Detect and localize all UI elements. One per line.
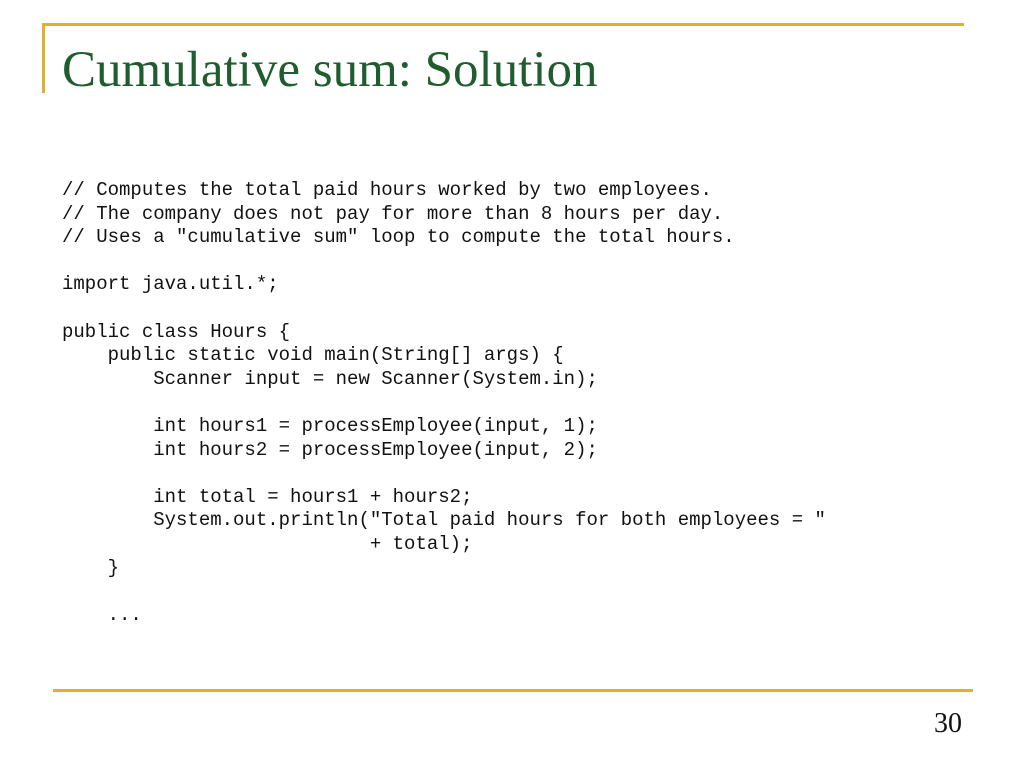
top-accent-rule <box>42 23 964 26</box>
code-line: Scanner input = new Scanner(System.in); <box>62 367 598 390</box>
code-line <box>62 391 826 415</box>
code-line: // Uses a "cumulative sum" loop to compute the total hours. <box>62 226 735 249</box>
code-line: } <box>62 556 120 579</box>
slide-title: Cumulative sum: Solution <box>62 42 598 98</box>
bottom-accent-rule <box>53 689 973 692</box>
code-block <box>62 179 826 627</box>
page-number: 30 <box>934 708 962 739</box>
code-line: int total = hours1 + hours2; <box>62 485 473 508</box>
code-line <box>62 297 826 321</box>
code-line <box>62 580 826 604</box>
left-accent-rule <box>42 23 45 93</box>
code-line: ... <box>62 603 142 626</box>
code-line: // The company does not pay for more than 8 hours per day. <box>62 202 724 225</box>
code-line: int hours1 = processEmployee(input, 1); <box>62 414 598 437</box>
code-line: public static void main(String[] args) { <box>62 344 564 367</box>
code-line: int hours2 = processEmployee(input, 2); <box>62 438 598 461</box>
code-line <box>62 250 826 274</box>
code-line: import java.util.*; <box>62 273 279 296</box>
code-line: // Computes the total paid hours worked by two employees. <box>62 179 712 201</box>
code-line <box>62 462 826 486</box>
code-line: + total); <box>62 532 473 555</box>
code-line: System.out.println("Total paid hours for both employees = " <box>62 509 826 532</box>
code-line: public class Hours { <box>62 320 291 343</box>
